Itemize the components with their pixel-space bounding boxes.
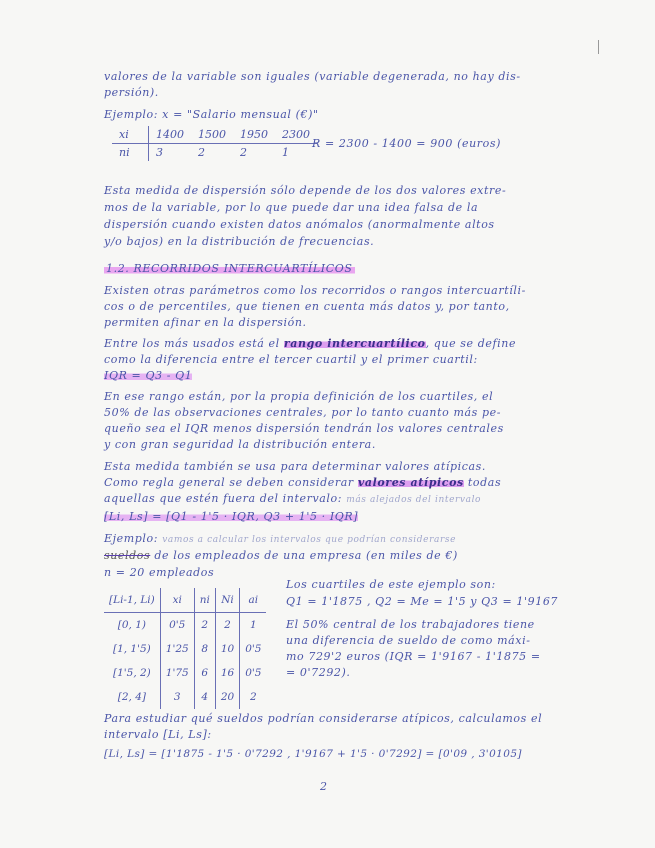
text-span: de los empleados de una empresa (en miles de €) bbox=[154, 549, 458, 562]
table-cell: ni bbox=[112, 144, 149, 162]
text-line bbox=[104, 549, 574, 562]
table-row bbox=[104, 661, 266, 685]
faint-note: vamos a calcular los intervalos que podrían considerarse bbox=[162, 535, 456, 545]
text-line bbox=[104, 510, 574, 523]
iqr-formula: IQR = Q3 - Q1 bbox=[104, 369, 193, 382]
table-cell: 0'5 bbox=[245, 667, 262, 679]
text-line: Existen otras parámetros como los recorridos o rangos intercuartíli- bbox=[104, 284, 526, 297]
table-cell: 4 bbox=[194, 685, 215, 709]
text-line bbox=[104, 337, 574, 350]
table-cell: 1 bbox=[282, 146, 289, 159]
table-row bbox=[104, 637, 266, 661]
margin-mark bbox=[598, 40, 599, 54]
text-line bbox=[104, 492, 574, 505]
table-cell: ai bbox=[240, 588, 267, 613]
table-cell: [2, 4] bbox=[104, 685, 160, 709]
text-line: mo 729'2 euros (IQR = 1'9167 - 1'1875 = bbox=[286, 650, 541, 663]
heading-line bbox=[104, 262, 574, 275]
table-row bbox=[112, 126, 317, 144]
text-line: = 0'7292). bbox=[286, 666, 351, 679]
table-cell: 1'25 bbox=[160, 637, 194, 661]
text-span: Como regla general se deben considerar bbox=[104, 476, 354, 489]
text-line: Esta medida de dispersión sólo depende de los dos valores extre- bbox=[104, 184, 507, 197]
table-cell: 0'5 bbox=[245, 643, 262, 655]
table-cell: 2 bbox=[249, 691, 257, 703]
interval-calculation: [Li, Ls] = [1'1875 - 1'5 · 0'7292 , 1'9167 + 1'5 · 0'7292] = [0'09 , 3'0105] bbox=[104, 748, 522, 760]
table-cell: 3 bbox=[160, 685, 194, 709]
text-span: aquellas que estén fuera del intervalo: bbox=[104, 492, 343, 505]
table-cell: [Li-1, Li) bbox=[104, 588, 160, 613]
table-cell: 2300 bbox=[275, 126, 317, 144]
frequency-table-employees bbox=[104, 588, 266, 709]
text-line: como la diferencia entre el tercer cuartil y el primer cuartil: bbox=[104, 353, 478, 366]
text-line: persión). bbox=[104, 86, 159, 99]
text-span: todas bbox=[467, 476, 502, 489]
table-cell: 8 bbox=[194, 637, 215, 661]
table-cell: 2 bbox=[215, 613, 239, 638]
table-cell: 1'75 bbox=[160, 661, 194, 685]
table-cell: xi bbox=[160, 588, 194, 613]
text-line: En ese rango están, por la propia definición de los cuartiles, el bbox=[104, 390, 494, 403]
text-line: una diferencia de sueldo de como máxi- bbox=[286, 634, 531, 647]
section-heading: 1.2. RECORRIDOS INTERCUARTÍLICOS bbox=[106, 262, 353, 275]
table-cell: xi bbox=[112, 126, 149, 144]
table-row bbox=[104, 588, 266, 613]
text-line: 50% de las observaciones centrales, por lo tanto cuanto más pe- bbox=[104, 406, 502, 419]
table-row bbox=[112, 144, 317, 162]
text-line bbox=[104, 532, 574, 545]
table-cell: 2 bbox=[198, 146, 205, 159]
table-cell: 20 bbox=[215, 685, 239, 709]
text-line: Esta medida también se usa para determinar valores atípicas. bbox=[104, 460, 486, 473]
table-row bbox=[104, 613, 266, 638]
table-cell: [0, 1) bbox=[104, 613, 160, 638]
text-line: y con gran seguridad la distribución entera. bbox=[104, 438, 376, 451]
text-line bbox=[104, 476, 574, 489]
table-cell: 1 bbox=[249, 619, 257, 631]
table-cell: 0'5 bbox=[160, 613, 194, 638]
table-cell: 2 bbox=[194, 613, 215, 638]
text-span: Entre los más usados está el bbox=[104, 337, 280, 350]
quartiles-values: Q1 = 1'1875 , Q2 = Me = 1'5 y Q3 = 1'9167 bbox=[286, 595, 559, 608]
faint-note: más alejados del intervalo bbox=[346, 495, 482, 505]
text-line: intervalo [Li, Ls]: bbox=[104, 728, 212, 741]
table-row bbox=[104, 685, 266, 709]
range-calculation: R = 2300 - 1400 = 900 (euros) bbox=[312, 137, 501, 150]
table-cell: [1, 1'5) bbox=[104, 637, 160, 661]
frequency-table-salary bbox=[112, 126, 317, 161]
table-cell: 16 bbox=[215, 661, 239, 685]
table-cell: 2 bbox=[240, 146, 247, 159]
text-line: Para estudiar qué sueldos podrían considerarse atípicos, calculamos el bbox=[104, 712, 543, 725]
example-title: Ejemplo: x = "Salario mensual (€)" bbox=[104, 108, 319, 121]
highlighted-term: valores atípicos bbox=[357, 476, 464, 489]
text-line: queño sea el IQR menos dispersión tendrán los valores centrales bbox=[104, 422, 504, 435]
table-cell: 1500 bbox=[191, 126, 233, 144]
table-cell: 6 bbox=[194, 661, 215, 685]
table-cell: 1950 bbox=[233, 126, 275, 144]
text-line: mos de la variable, por lo que puede dar una idea falsa de la bbox=[104, 201, 479, 214]
text-span: , que se define bbox=[425, 337, 517, 350]
table-cell: 1400 bbox=[149, 126, 192, 144]
table-cell: Ni bbox=[215, 588, 239, 613]
text-line: valores de la variable son iguales (variable degenerada, no hay dis- bbox=[104, 70, 521, 83]
text-line: Los cuartiles de este ejemplo son: bbox=[286, 578, 496, 591]
table-cell: 10 bbox=[215, 637, 239, 661]
table-cell: 3 bbox=[156, 146, 163, 159]
example-title: Ejemplo: bbox=[104, 532, 159, 545]
text-line: cos o de percentiles, que tienen en cuenta más datos y, por tanto, bbox=[104, 300, 510, 313]
outlier-interval-formula: [Li, Ls] = [Q1 - 1'5 · IQR, Q3 + 1'5 · IQR] bbox=[104, 510, 359, 523]
table-cell: [1'5, 2) bbox=[104, 661, 160, 685]
page-number: 2 bbox=[320, 780, 327, 793]
text-line bbox=[104, 369, 574, 382]
text-line: El 50% central de los trabajadores tiene bbox=[286, 618, 535, 631]
text-line: y/o bajos) en la distribución de frecuencias. bbox=[104, 235, 375, 248]
table-cell: ni bbox=[194, 588, 215, 613]
highlighted-term: rango intercuartílico bbox=[283, 337, 426, 350]
text-line: dispersión cuando existen datos anómalos (anormalmente altos bbox=[104, 218, 495, 231]
text-line: n = 20 empleados bbox=[104, 566, 215, 579]
struck-word: sueldos bbox=[104, 549, 151, 562]
text-line: permiten afinar en la dispersión. bbox=[104, 316, 307, 329]
